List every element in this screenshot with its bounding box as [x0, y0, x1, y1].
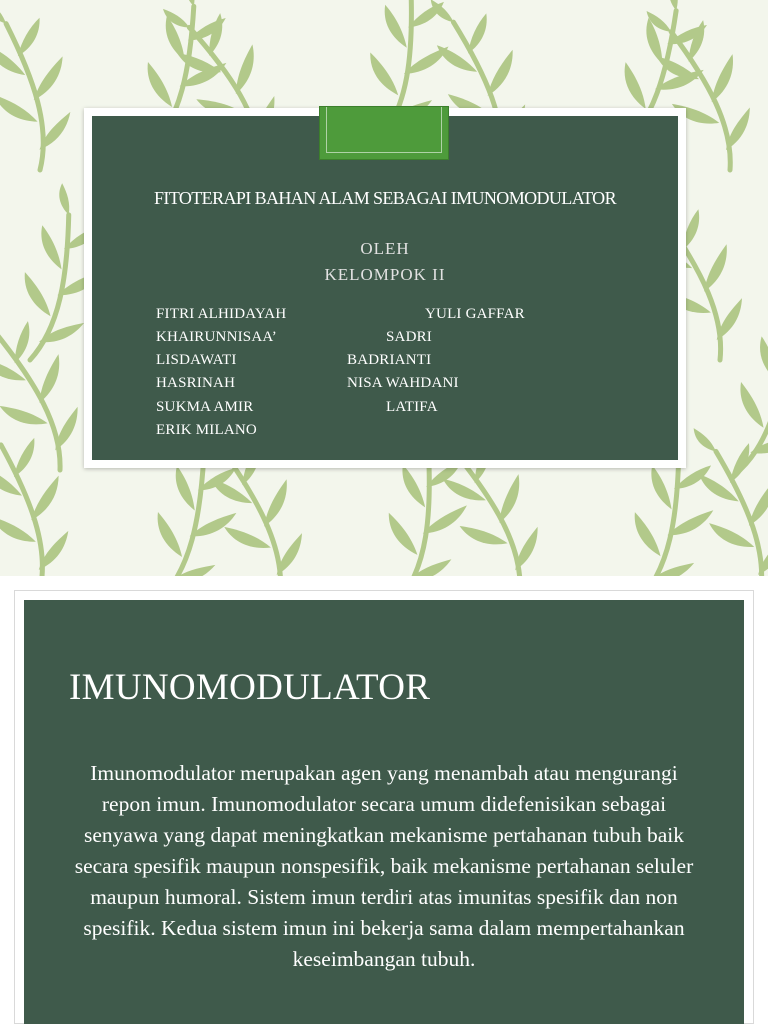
oleh-label: OLEH	[360, 239, 410, 258]
content-body: Imunomodulator merupakan agen yang menambah atau mengurangi repon imun. Imunomodulator secara umum didefenisikan sebagai senyawa yang dapat meningkatkan mekanisme pertahanan tubuh baik secara spesifik maupun nonspesifik, baik mekanisme pertahanan seluler maupun humoral. Sistem imun terdiri atas imunitas spesifik dan non spesifik. Kedua sistem imun ini bekerja sama dalam mempertahankan keseimbangan tubuh.	[74, 761, 694, 971]
member-name: LISDAWATI	[156, 352, 237, 368]
member-name: YULI GAFFAR	[425, 306, 525, 322]
title-card-tab	[319, 106, 449, 160]
member-name: SUKMA AMIR	[156, 399, 254, 415]
slide-title: FITOTERAPI BAHAN ALAM SEBAGAI IMUNOMODULATOR	[154, 188, 616, 208]
member-name: HASRINAH	[156, 375, 236, 391]
member-name: FITRI ALHIDAYAH	[156, 306, 287, 322]
member-name: BADRIANTI	[347, 352, 432, 368]
member-name: NISA WAHDANI	[347, 375, 459, 391]
content-heading: IMUNOMODULATOR	[69, 667, 431, 708]
member-name: ERIK MILANO	[156, 422, 257, 438]
group-label: KELOMPOK II	[324, 265, 446, 284]
member-name: KHAIRUNNISAA’	[156, 329, 277, 345]
member-name: LATIFA	[386, 399, 438, 415]
member-name: SADRI	[386, 329, 433, 345]
